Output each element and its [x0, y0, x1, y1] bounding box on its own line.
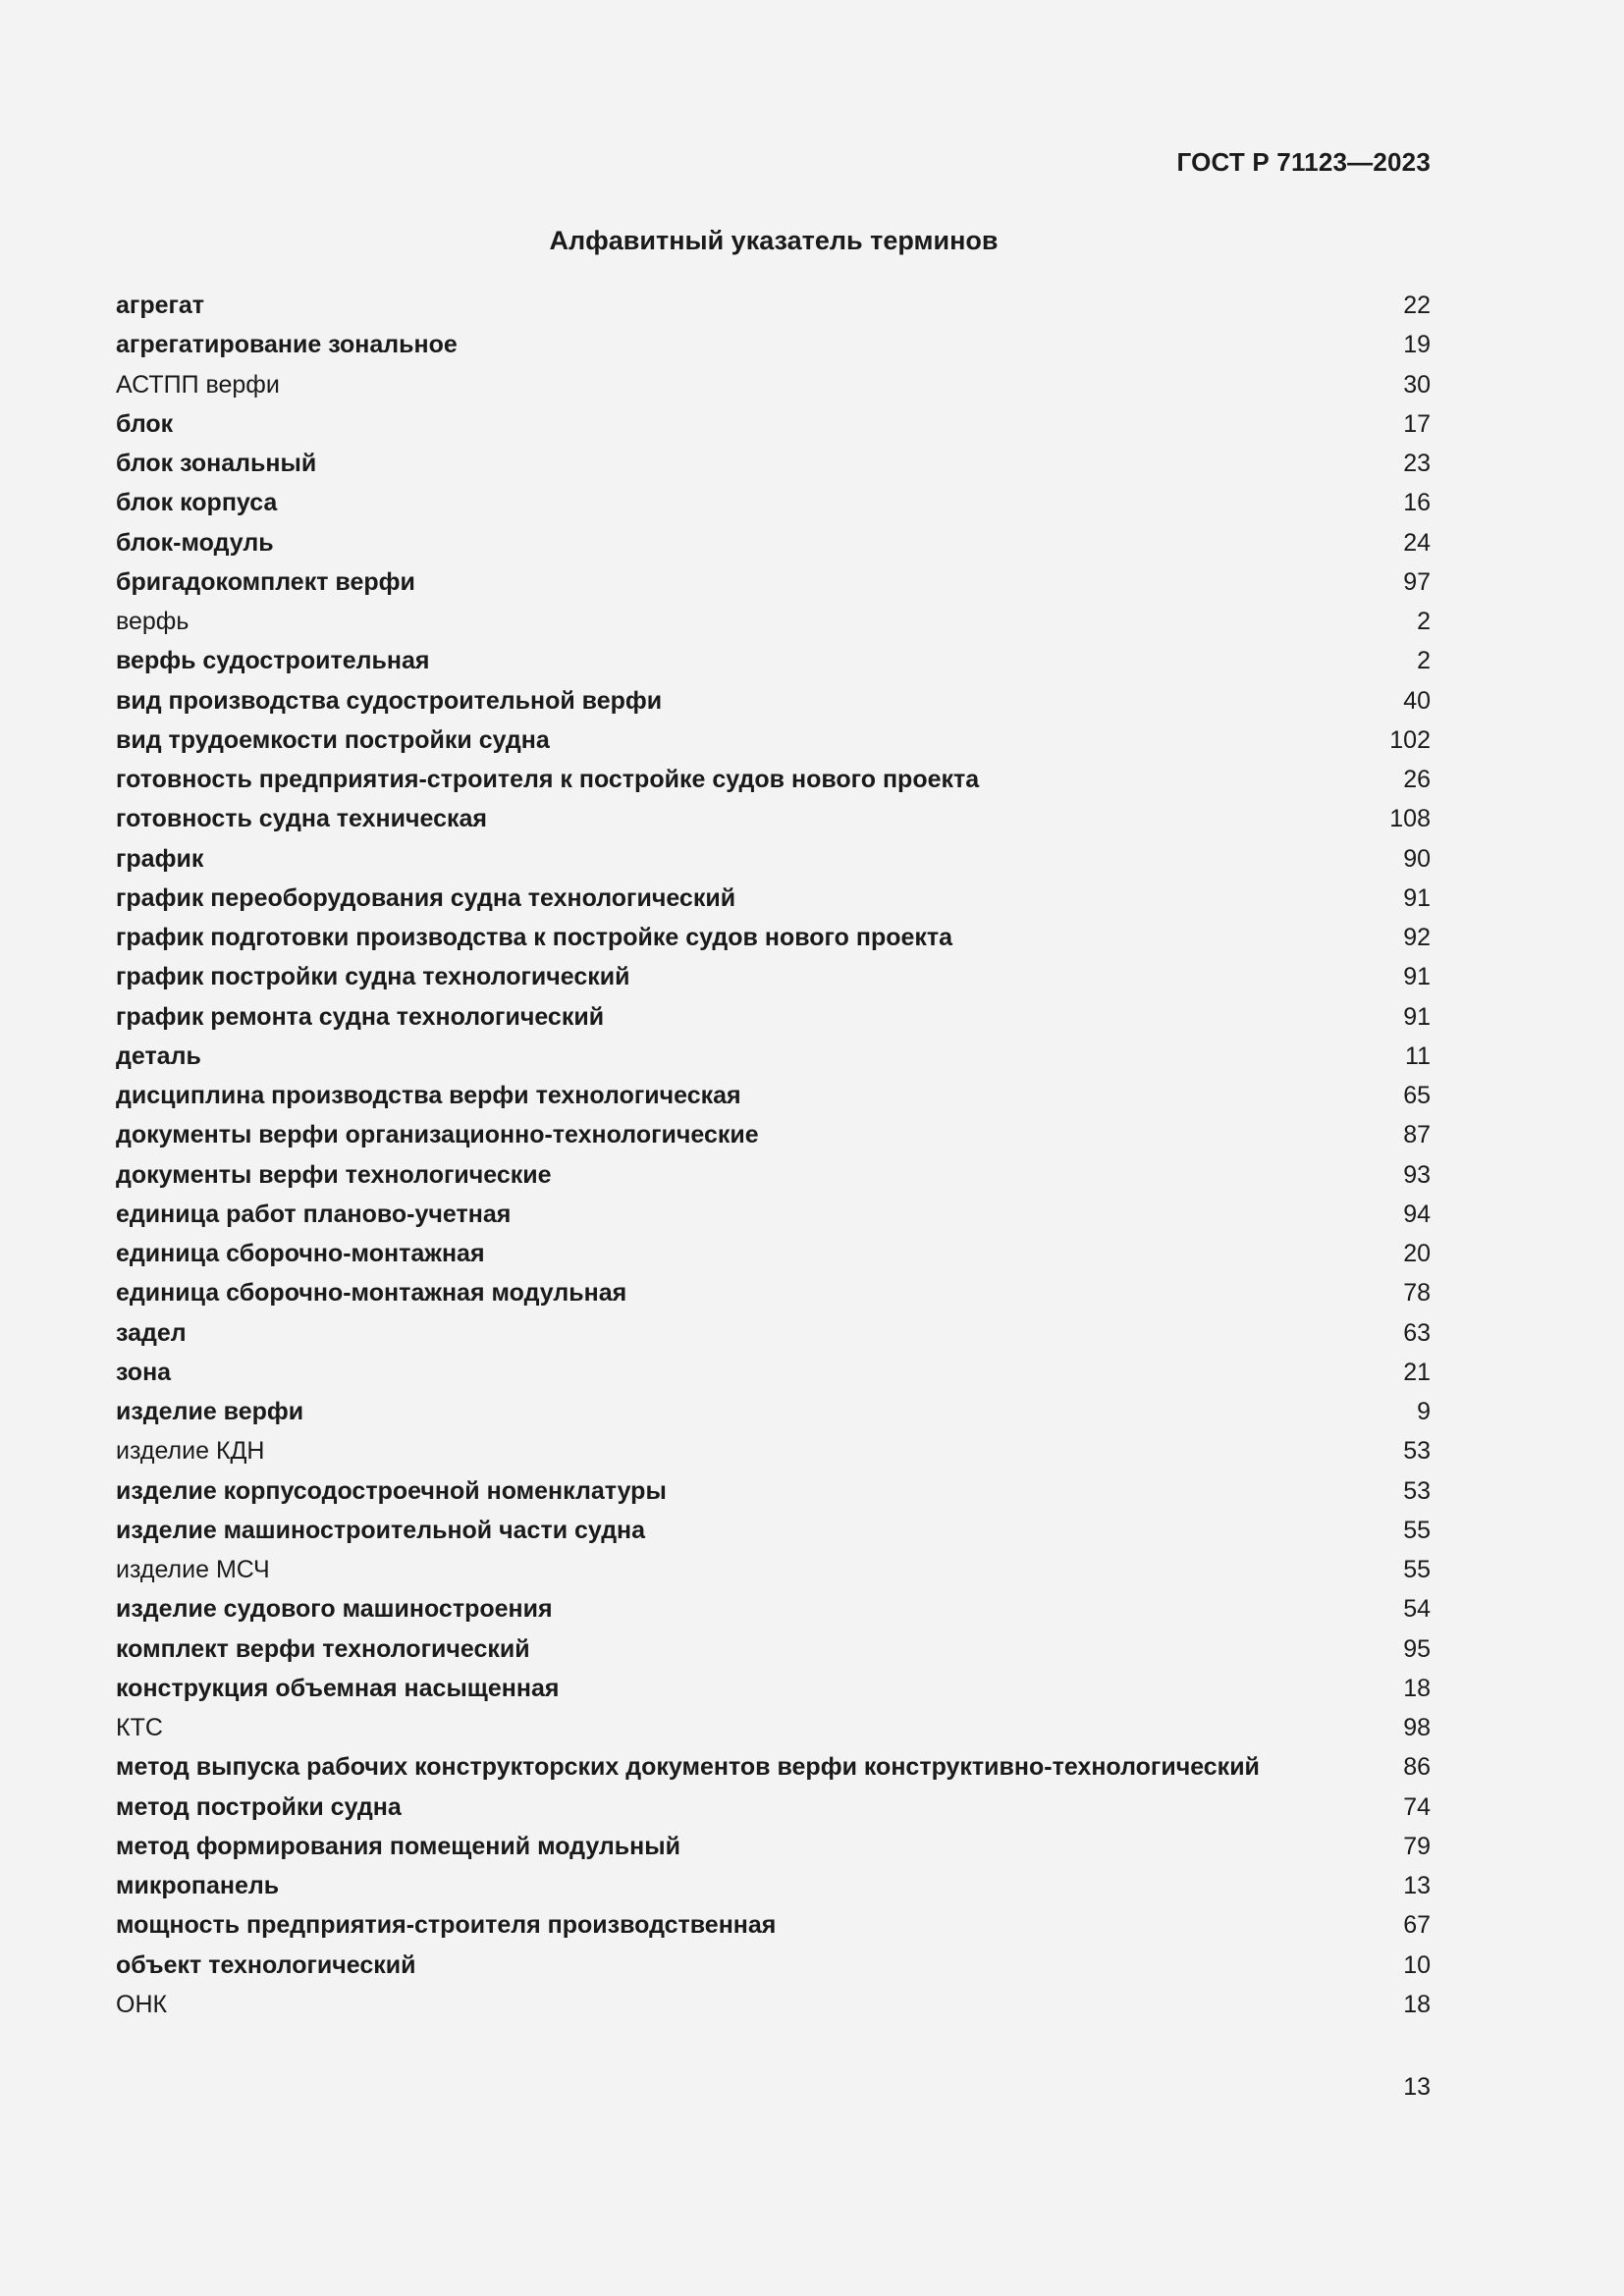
index-reference-number: 2 [1417, 608, 1431, 635]
index-term: изделие корпусодостроечной номенклатуры [116, 1476, 667, 1505]
index-term: блок [116, 409, 174, 438]
index-entry [116, 643, 1431, 682]
index-entry [116, 406, 1431, 446]
index-entry [116, 1275, 1431, 1314]
index-term: КТС [116, 1714, 163, 1741]
index-entry [116, 1039, 1431, 1078]
index-reference-number: 20 [1403, 1240, 1431, 1267]
index-term: документы верфи организационно-технологические [116, 1121, 759, 1149]
index-reference-number: 91 [1403, 883, 1431, 912]
index-reference-number: 40 [1403, 686, 1431, 715]
index-reference-number: 22 [1403, 292, 1431, 319]
index-entry [116, 1631, 1431, 1671]
index-term: комплект верфи технологический [116, 1634, 530, 1663]
index-entry [116, 1907, 1431, 1947]
index-entry [116, 327, 1431, 366]
index-entry [116, 1394, 1431, 1433]
index-reference-number: 79 [1403, 1832, 1431, 1860]
index-reference-number: 97 [1403, 567, 1431, 596]
index-term: единица сборочно-монтажная [116, 1240, 485, 1267]
index-term: деталь [116, 1041, 201, 1070]
index-term: единица работ планово-учетная [116, 1200, 512, 1228]
index-reference-number: 95 [1403, 1634, 1431, 1663]
index-term: микропанель [116, 1872, 280, 1899]
index-reference-number: 13 [1403, 1872, 1431, 1899]
index-entry [116, 604, 1431, 643]
index-entry [116, 1355, 1431, 1394]
index-reference-number: 63 [1403, 1318, 1431, 1347]
index-reference-number: 91 [1403, 1002, 1431, 1031]
index-entry [116, 1513, 1431, 1552]
index-term: готовность судна техническая [116, 805, 487, 833]
index-term: документы верфи технологические [116, 1160, 552, 1189]
index-entry [116, 1552, 1431, 1591]
index-reference-number: 55 [1403, 1516, 1431, 1544]
index-reference-number: 65 [1403, 1082, 1431, 1109]
index-entry [116, 1315, 1431, 1355]
index-term: изделие КДН [116, 1437, 265, 1466]
index-reference-number: 86 [1403, 1753, 1431, 1782]
index-entry [116, 999, 1431, 1039]
index-term: блок зональный [116, 450, 317, 477]
index-reference-number: 18 [1403, 1990, 1431, 2018]
index-reference-number: 10 [1403, 1950, 1431, 1979]
index-term: вид производства судостроительной верфи [116, 686, 663, 715]
index-reference-number: 67 [1403, 1911, 1431, 1940]
index-reference-number: 98 [1403, 1714, 1431, 1741]
index-term: конструкция объемная насыщенная [116, 1674, 560, 1702]
index-term: метод выпуска рабочих конструкторских документов верфи конструктивно-технологический [116, 1753, 1260, 1782]
index-entry [116, 762, 1431, 801]
index-reference-number: 53 [1403, 1437, 1431, 1466]
index-entry [116, 920, 1431, 959]
index-entry [116, 1671, 1431, 1710]
index-reference-number: 53 [1403, 1476, 1431, 1505]
index-reference-number: 93 [1403, 1160, 1431, 1189]
index-entry [116, 959, 1431, 998]
index-entry [116, 1987, 1431, 2026]
index-reference-number: 23 [1403, 450, 1431, 477]
index-reference-number: 54 [1403, 1595, 1431, 1624]
index-term: блок-модуль [116, 528, 274, 557]
index-entry [116, 1117, 1431, 1156]
index-term: метод формирования помещений модульный [116, 1832, 680, 1860]
index-entry [116, 1197, 1431, 1236]
index-term: зона [116, 1358, 172, 1386]
index-entry [116, 1868, 1431, 1907]
index-term: мощность предприятия-строителя производственная [116, 1911, 777, 1940]
index-entry [116, 1591, 1431, 1630]
index-term: задел [116, 1318, 187, 1347]
index-entry [116, 1948, 1431, 1987]
index-term: верфь судостроительная [116, 647, 430, 675]
index-term: график [116, 844, 204, 873]
index-term: АСТПП верфи [116, 370, 280, 399]
index-term: график переоборудования судна технологический [116, 883, 736, 912]
index-entry [116, 881, 1431, 920]
index-term: график ремонта судна технологический [116, 1002, 605, 1031]
index-reference-number: 90 [1403, 844, 1431, 873]
index-entry [116, 1157, 1431, 1197]
index-term: верфь [116, 608, 189, 635]
index-entry [116, 1710, 1431, 1749]
index-reference-number: 9 [1417, 1398, 1431, 1425]
index-term: блок корпуса [116, 489, 278, 517]
index-entry [116, 1078, 1431, 1117]
index-reference-number: 24 [1403, 528, 1431, 557]
index-reference-number: 30 [1403, 370, 1431, 399]
index-term: изделие МСЧ [116, 1556, 270, 1583]
index-entry [116, 485, 1431, 524]
index-term: изделие судового машиностроения [116, 1595, 553, 1624]
index-term: график подготовки производства к постройке судов нового проекта [116, 924, 953, 951]
index-reference-number: 102 [1389, 725, 1431, 754]
index-entry [116, 1749, 1431, 1789]
index-reference-number: 18 [1403, 1674, 1431, 1702]
index-entry [116, 683, 1431, 722]
index-reference-number: 21 [1403, 1358, 1431, 1386]
index-term: единица сборочно-монтажная модульная [116, 1279, 627, 1308]
index-reference-number: 108 [1389, 805, 1431, 833]
index-entry [116, 525, 1431, 564]
index-term: изделие верфи [116, 1398, 304, 1425]
index-entry [116, 367, 1431, 406]
index-term: график постройки судна технологический [116, 963, 630, 991]
standard-designation: ГОСТ Р 71123—2023 [1176, 147, 1431, 177]
index-term: готовность предприятия-строителя к постройке судов нового проекта [116, 766, 980, 793]
index-term: объект технологический [116, 1950, 416, 1979]
page-number: 13 [1403, 2073, 1431, 2101]
index-reference-number: 55 [1403, 1556, 1431, 1583]
index-entry [116, 1829, 1431, 1868]
index-term: вид трудоемкости постройки судна [116, 725, 550, 754]
index-entry [116, 288, 1431, 327]
index-reference-number: 19 [1403, 331, 1431, 359]
index-entry [116, 801, 1431, 840]
index-term: дисциплина производства верфи технологическая [116, 1082, 741, 1109]
index-reference-number: 94 [1403, 1200, 1431, 1228]
term-index-list [116, 288, 1431, 2026]
index-reference-number: 87 [1403, 1121, 1431, 1149]
index-reference-number: 91 [1403, 963, 1431, 991]
index-entry [116, 841, 1431, 881]
index-entry [116, 1236, 1431, 1275]
index-reference-number: 11 [1405, 1041, 1431, 1070]
index-entry [116, 446, 1431, 485]
index-term: бригадокомплект верфи [116, 567, 415, 596]
index-reference-number: 16 [1403, 489, 1431, 517]
index-term: метод постройки судна [116, 1792, 402, 1821]
index-title: Алфавитный указатель терминов [549, 226, 999, 255]
index-entry [116, 722, 1431, 762]
index-reference-number: 78 [1403, 1279, 1431, 1308]
index-term: агрегатирование зональное [116, 331, 458, 359]
index-entry [116, 1473, 1431, 1513]
index-term: изделие машиностроительной части судна [116, 1516, 646, 1544]
index-reference-number: 26 [1403, 766, 1431, 793]
index-term: ОНК [116, 1990, 168, 2018]
index-term: агрегат [116, 292, 205, 319]
index-reference-number: 74 [1403, 1792, 1431, 1821]
index-reference-number: 2 [1417, 647, 1431, 675]
index-entry [116, 1433, 1431, 1472]
index-reference-number: 17 [1403, 409, 1431, 438]
index-reference-number: 92 [1403, 924, 1431, 951]
index-entry [116, 564, 1431, 604]
index-entry [116, 1789, 1431, 1829]
